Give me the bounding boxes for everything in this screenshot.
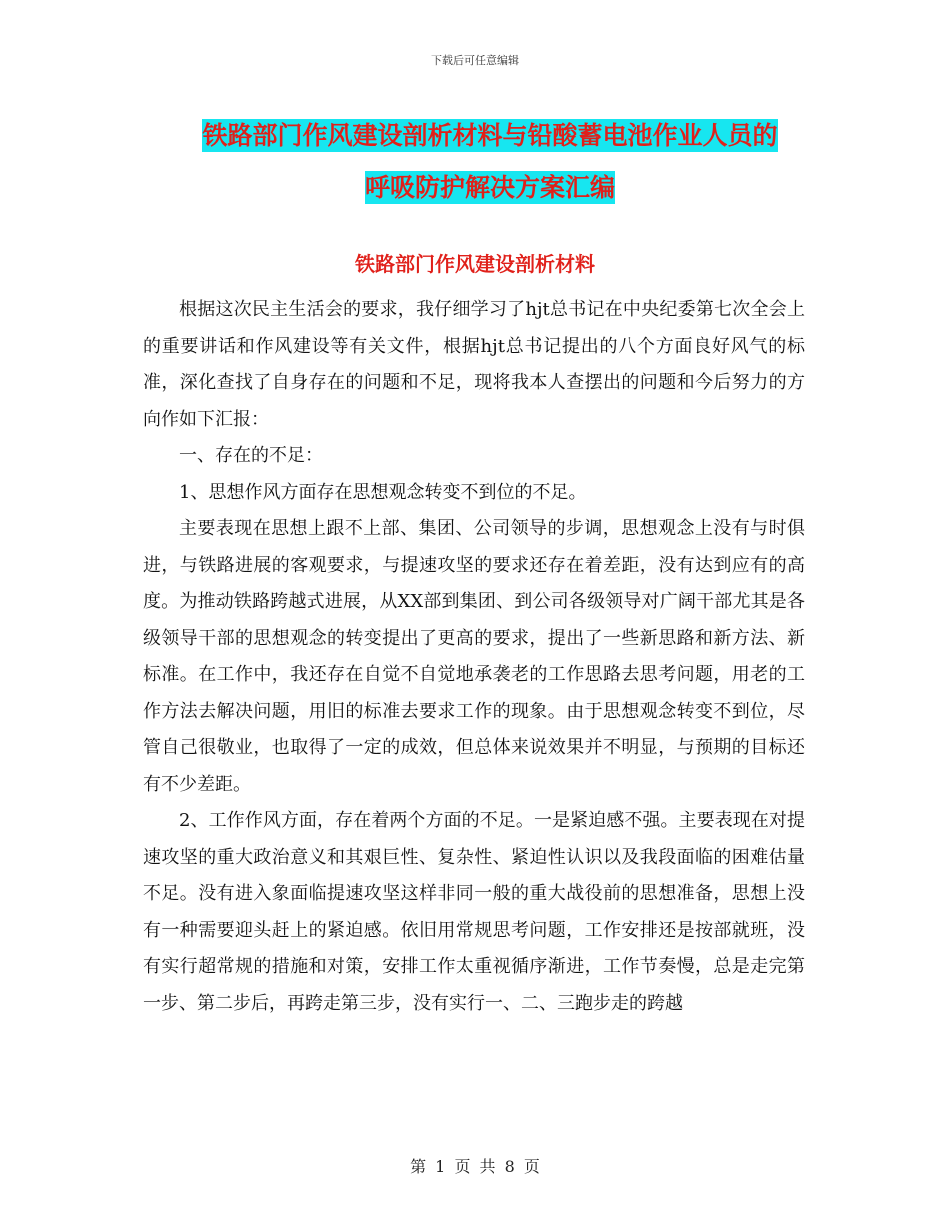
document-title-line-1: 铁路部门作风建设剖析材料与铅酸蓄电池作业人员的 [202,121,778,150]
paragraph-item-1-detail: 主要表现在思想上跟不上部、集团、公司领导的步调，思想观念上没有与时俱进，与铁路进展的客观要求，与提速攻坚的要求还存在着差距，没有达到应有的高度。为推动铁路跨越式进展，从XX部到集团、到公司各级领导对广阔干部尤其是各级领导干部的思想观念的转变提出了更高的要求，提出了一些新思路和新方法、新标准。在工作中，我还存在自觉不自觉地承袭老的工作思路去思考问题，用老的工作方法去解决问题，用旧的标准去要求工作的现象。由于思想观念转变不到位，尽管自己很敬业，也取得了一定的成效，但总体来说效果并不明显，与预期的目标还有不少差距。 [143,518,805,795]
page-number-footer: 第 1 页 共 8 页 [410,1157,540,1176]
paragraph-item-2: 2、工作作风方面，存在着两个方面的不足。一是紧迫感不强。主要表现在对提速攻坚的重大政治意义和其艰巨性、复杂性、紧迫性认识以及我段面临的困难估量不足。没有进入象面临提速攻坚这样非同一般的重大战役前的思想准备，思想上没有一种需要迎头赶上的紧迫感。依旧用常规思考问题，工作安排还是按部就班，没有实行超常规的措施和对策，安排工作太重视循序渐进，工作节奏慢，总是走完第一步、第二步后，再跨走第三步，没有实行一、二、三跑步走的跨越 [143,810,805,1014]
paragraph-item-1: 1、思想作风方面存在思想观念转变不到位的不足。 [179,481,587,503]
paragraph-heading-shortcomings: 一、存在的不足： [179,445,323,466]
document-title-line-2: 呼吸防护解决方案汇编 [364,173,615,202]
section-title: 铁路部门作风建设剖析材料 [355,252,595,276]
header-note: 下载后可任意编辑 [431,54,519,67]
document-body [143,292,805,1022]
document-title [170,110,810,214]
paragraph-intro: 根据这次民主生活会的要求，我仔细学习了hjt总书记在中央纪委第七次全会上的重要讲话和作风建设等有关文件，根据hjt总书记提出的八个方面良好风气的标准，深化查找了自身存在的问题和不足，现将我本人查摆出的问题和今后努力的方向作如下汇报： [143,299,805,430]
